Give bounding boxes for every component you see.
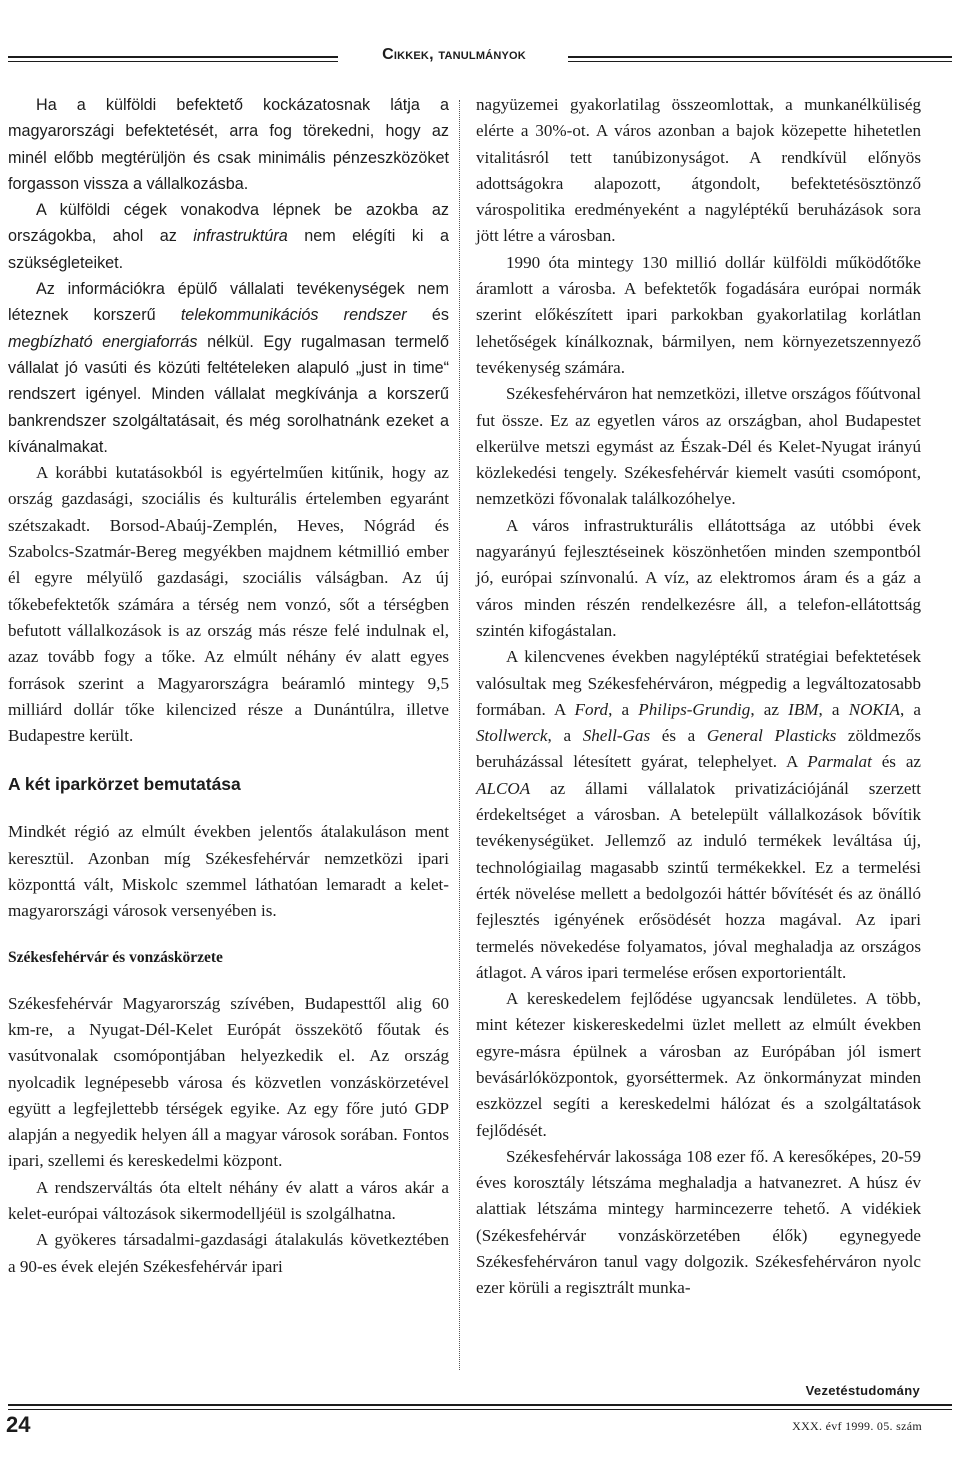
paragraph: Ha a külföldi befektető kockázatosnak látja a magyarországi befektetését, arra fog törekedni, hogy az minél előbb megtérüljön és csak minimális pénzeszközöket forgasson vissza a vállalkozásba. <box>8 96 449 193</box>
paragraph: Mindkét régió az elmúlt években jelentős átalakuláson ment keresztül. Azonban míg Székesfehérvár nemzetközi ipari központtá vált, Miskolc szemmel láthatóan lemaradt a kelet-magyarországi városok versenyében is. <box>8 822 449 921</box>
paragraph: Székesfehérváron hat nemzetközi, illetve országos főútvonal fut össze. Ez az egyetlen város az országban, ahol Budapestet elkerülve metszi egymást az Észak-Dél és Kelet-Nyugat irányú közlekedési tengely. Székesfehérvár kiemelt vasúti csomópont, nemzetközi fővonalak találkozóhelye. <box>476 384 921 509</box>
paragraph: Székesfehérvár lakossága 108 ezer fő. A keresőképes, 20-59 éves korosztály létszáma meghaladja a hatvanezret. A húsz év alattiak létszáma mintegy harmincezerre tehető. A vidékiek (Székesfehérvár vonzáskörzetében élők) egynegyede Székesfehérváron tanul vagy dolgozik. Székesfehérváron nyolc ezer körüli a regisztrált munka- <box>476 1146 921 1298</box>
section-title: Cikkek, tanulmányok <box>382 46 526 63</box>
right-column <box>476 92 921 1302</box>
paragraph: A rendszerváltás óta eltelt néhány év alatt a város akár a kelet-európai változások sikermodelljéül is szolgálhatna. <box>8 1177 449 1223</box>
running-header <box>8 44 952 74</box>
footer-rule <box>8 1404 952 1410</box>
paragraph: A gyökeres társadalmi-gazdasági átalakulás következtében a 90-es évek elején Székesfehérvár ipari <box>8 1230 449 1276</box>
subsection-heading: Székesfehérvár és vonzáskörzete <box>8 948 223 966</box>
section-heading: A két iparkörzet bemutatása <box>8 774 241 795</box>
page-number: 24 <box>6 1412 31 1437</box>
paragraph: A külföldi cégek vonakodva lépnek be azokba az országokba, ahol az infrastruktúra nem elégíti ki a szükségleteiket. <box>8 201 449 272</box>
paragraph: Székesfehérvár Magyarország szívében, Budapesttől alig 60 km-re, a Nyugat-Dél-Kelet Európát összekötő főutak és vasútvonalak csomópontjában helyezkedik el. Az ország nyolcadik legnépesebb városa és közvetlen vonzáskörzetével együtt a legfejlettebb térségek egyike. Az egy főre jutó GDP alapján a negyedik helyen áll a magyar városok sorában. Fontos ipari, szellemi és kereskedelmi központ. <box>8 993 449 1171</box>
paragraph: 1990 óta mintegy 130 millió dollár külföldi működőtőke áramlott a városba. A befektetők fogadására európai normák szerint előkészített ipari parkokban gyakorlatilag korlátlan lehetőségek kínálkoznak, bármilyen, nem környezetszennyező tevékenység számára. <box>476 252 921 377</box>
header-rule-left <box>8 56 338 62</box>
paragraph: A kilencvenes években nagyléptékű stratégiai befektetések valósultak meg Székesfehérváron, mégpedig a legváltozatosabb formában. A Ford, a Philips-Grundig, az IBM, a NOKIA, a Stollwerck, a Shell-Gas és a General Plasticks zöldmezős beruházással létesített gyárat, telephelyet. A Parmalat és az ALCOA az állami vállalatok privatizációjánál szerzett érdekeltséget a városban. A betelepült vállalkozások bővítik tevékenységüket. Jellemző az induló termékek leváltása új, technológiailag magasabb szintű termékekkel. Ez a termelési érték növelése mellett a bedolgozói háttér bővítését és az önálló fejlesztés igényének erősödését hozza magával. Az ipari termelés növekedése folyamatos, jóval meghaladja az országos átlagot. A város ipari termelése erősen exportorientált. <box>476 647 921 982</box>
left-column <box>8 92 449 1280</box>
paragraph: A város infrastrukturális ellátottsága az utóbbi évek nagyarányú fejlesztéseinek köszönhetően minden szempontból jó, európai színvonalú. A víz, az elektromos áram és a gáz a város minden részén rendelkezésre áll, a telefon-ellátottság szintén kifogástalan. <box>476 515 921 640</box>
paragraph: Az információkra épülő vállalati tevékenységek nem léteznek korszerű telekommunikációs rendszer és megbízható energiaforrás nélkül. Egy rugalmasan termelő vállalat jó vasúti és közúti feltételeken alapuló „just in time“ rendszert igényel. Minden vállalat megkívánja a korszerű bankrendszer szolgáltatásait, és még sorolhatnánk ezeket a kívánalmakat. <box>8 280 450 456</box>
paragraph: nagyüzemei gyakorlatilag összeomlottak, a munkanélküliség elérte a 30%-ot. A város azonban a bajok közepette hihetetlen vitalitásról tett tanúbizonyságot. A rendkívül előnyös adottságokra alapozott, átgondolt, befektetésösztönző várospolitika eredményeként a nagyléptékű beruházások sora jött létre a városban. <box>476 95 921 246</box>
column-divider <box>459 100 460 1370</box>
paragraph: A korábbi kutatásokból is egyértelműen kitűnik, hogy az ország gazdasági, szociális és kulturális értelemben egyaránt szétszakadt. Borsod-Abaúj-Zemplén, Heves, Nógrád és Szabolcs-Szatmár-Bereg megyékben majdnem kétmillió ember él egyre mélyülő gazdasági, szociális válságban. Az új tőkebefektetők számára a térség nem vonzó, sőt a térségben befutott vállalkozások is az ország más része felé indulnak el, azaz tovább fogy a tőke. Az elmúlt néhány év alatt egyes források szerint a Magyarországra beáramló mintegy 9,5 milliárd dollár tőke kilencized része a Dunántúlra, illetve Budapestre került. <box>8 463 449 746</box>
header-rule-right <box>568 56 952 62</box>
issue-info: XXX. évf 1999. 05. szám <box>792 1419 922 1433</box>
paragraph: A kereskedelem fejlődése ugyancsak lendületes. A több, mint kétezer kiskereskedelmi üzlet mellett az elmúlt években egyre-másra épülnek a városban az Európában jól ismert bevásárlóközpontok, gyorséttermek. Az önkormányzat minden eszközzel segíti a kereskedelmi hálózat és a szolgáltatások fejlődését. <box>476 989 921 1140</box>
journal-name: Vezetéstudomány <box>805 1383 920 1398</box>
